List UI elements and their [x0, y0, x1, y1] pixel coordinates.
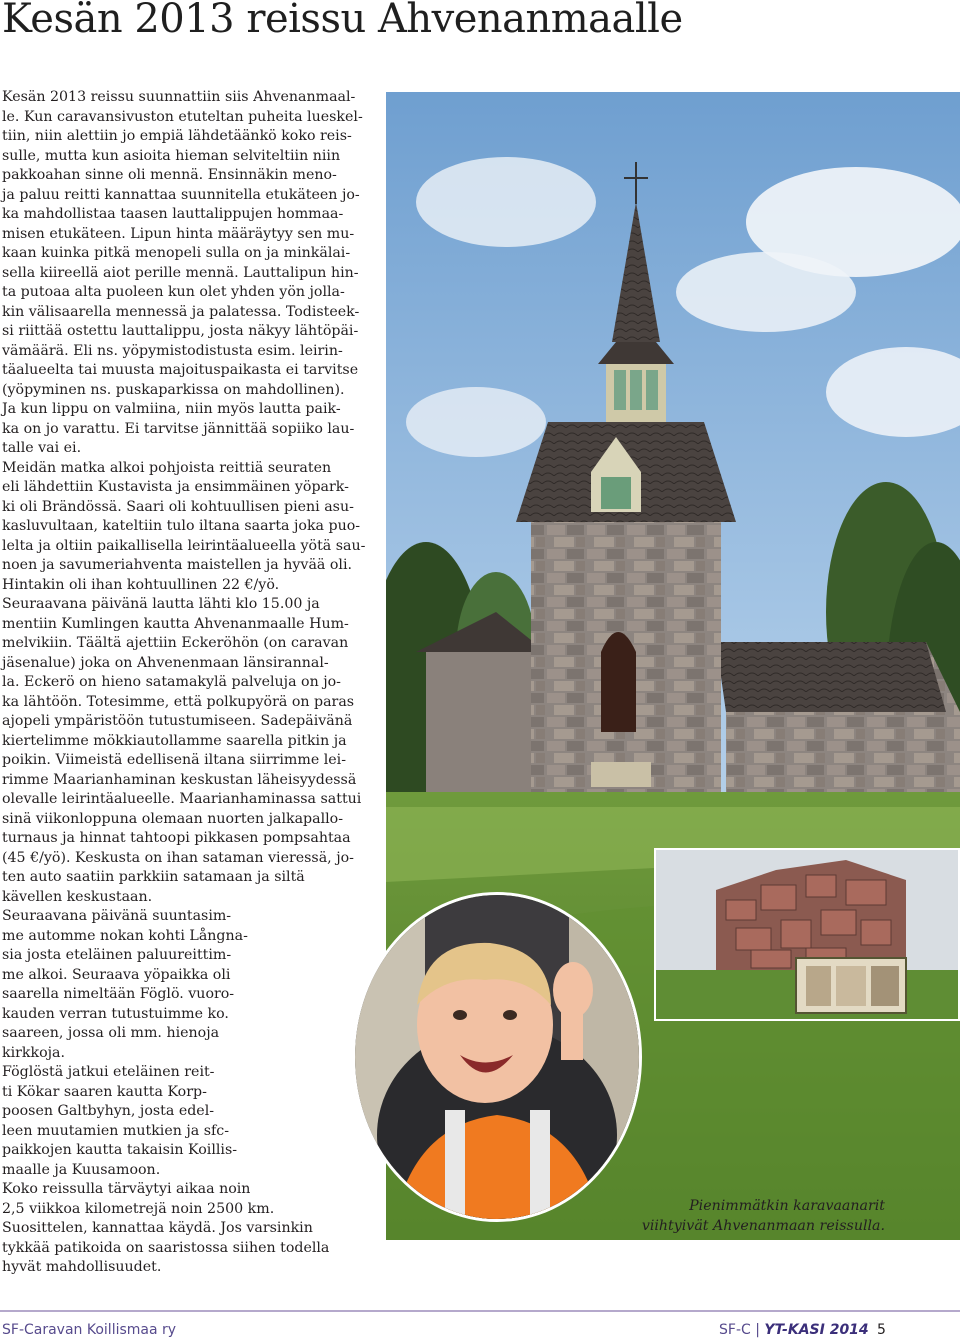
body-line: 2,5 viikkoa kilometrejä noin 2500 km. — [2, 1200, 275, 1217]
body-line: saarella nimeltään Föglö. vuoro- — [2, 986, 235, 1002]
ruins-photo — [654, 848, 960, 1021]
body-line: ti Kökar saaren kautta Korp- — [2, 1083, 207, 1100]
body-line: mentiin Kumlingen kautta Ahvenanmaalle Hum- — [2, 615, 349, 632]
body-line: kaan kuinka pitkä menopeli sulla on ja minkälai- — [2, 245, 351, 261]
body-line: ta putoaa alta puoleen kun olet yhden yön jolla- — [2, 284, 345, 300]
body-line: ki oli Brändössä. Saari oli kohtuullisen pieni asu- — [2, 498, 354, 515]
body-line: tykkää patikoida on saaristossa siihen todella — [2, 1239, 330, 1256]
body-line: kasluvultaan, kateltiin tulo iltana saarta joka puo- — [2, 518, 361, 534]
body-line: rimme Maarianhaminan keskustan läheisyydessä — [2, 771, 357, 788]
body-line: Koko reissulla tärväytyi aikaa noin — [2, 1181, 251, 1197]
body-line: pakkoahan sinne oli mennä. Ensinnäkin meno- — [2, 167, 337, 183]
body-line: la. Eckerö on hieno satamakylä palveluja on jo- — [2, 674, 341, 690]
photo-caption — [620, 1196, 885, 1236]
footer-separator: | — [755, 1322, 760, 1338]
body-line: täalueelta tai muusta majoituspaikasta ei tarvitse — [2, 362, 359, 378]
body-line: sia josta eteläinen paluureittim- — [2, 947, 232, 963]
footer-magazine: YT-KASI 2014 — [764, 1322, 869, 1338]
body-line: Seuraavana päivänä suuntasim- — [2, 908, 232, 924]
body-line: noen ja savumeriahventa maistellen ja hyvää oli. — [2, 557, 352, 573]
body-line: ten auto saatiin parkkiin satamaan ja siltä — [2, 869, 305, 885]
body-line: Meidän matka alkoi pohjoista reittiä seuraten — [2, 459, 332, 476]
body-line: saareen, jossa oli mm. hienoja — [2, 1025, 220, 1041]
caption-line: viihtyivät Ahvenanmaan reissulla. — [641, 1218, 885, 1234]
body-line: Föglöstä jatkui eteläinen reit- — [2, 1064, 215, 1080]
body-line: hyvät mahdollisuudet. — [2, 1259, 162, 1275]
body-line: ka mahdollistaa taasen lauttalippujen hommaa- — [2, 206, 344, 222]
caption-line: Pienimmätkin karavaanarit — [689, 1198, 885, 1214]
body-line: poikin. Viimeistä edellisenä iltana siirrimme lei- — [2, 752, 347, 768]
body-line: Hintakin oli ihan kohtuullinen 22 €/yö. — [2, 576, 280, 593]
body-line: ajopeli ympäristöön tutustumiseen. Sadepäivänä — [2, 713, 353, 729]
body-line: ka on jo varattu. Ei tarvitse jännittää sopiiko lau- — [2, 420, 355, 437]
body-line: kauden verran tutustuimme ko. — [2, 1005, 229, 1022]
body-line: ka lähtöön. Totesimme, että polkupyörä on paras — [2, 693, 355, 710]
body-line: leen muutamien mutkien ja sfc- — [2, 1122, 230, 1139]
body-line: jäsenalue) joka on Ahvenenmaan länsirannal- — [2, 654, 329, 671]
body-line: sulle, mutta kun asioita hieman selviteltiin niin — [2, 147, 341, 164]
footer-club-name: SF-Caravan Koillismaa ry — [2, 1322, 177, 1338]
body-line: talle vai ei. — [2, 440, 82, 456]
page-number: 5 — [877, 1322, 886, 1338]
body-line: Suosittelen, kannattaa käydä. Jos varsinkin — [2, 1220, 313, 1236]
body-line: le. Kun caravansivuston etuteltan puheita lueskel- — [2, 108, 363, 125]
body-line: misen etukäteen. Lipun hinta määräytyy sen mu- — [2, 225, 355, 242]
footer-rule — [0, 1310, 960, 1312]
child-photo — [352, 892, 642, 1222]
body-line: (yöpyminen ns. puskaparkissa on mahdollinen). — [2, 381, 345, 398]
body-line: ja paluu reitti kannattaa suunnitella etukäteen jo- — [2, 186, 360, 203]
body-line: Seuraavana päivänä lautta lähti klo 15.00 ja — [2, 596, 320, 612]
footer-section: SF-C — [719, 1322, 751, 1338]
body-line: kirkkoja. — [2, 1044, 66, 1061]
body-line: maalle ja Kuusamoon. — [2, 1161, 161, 1178]
body-line: Ja kun lippu on valmiina, niin myös lautta paik- — [2, 401, 341, 417]
body-line: lelta ja oltiin paikallisella leirintäalueella yötä sau- — [2, 537, 366, 554]
body-line: melvikiin. Täältä ajettiin Eckeröhön (on caravan — [2, 635, 349, 651]
body-line: tiin, niin alettiin jo empiä lähdetäänkö koko reis- — [2, 128, 352, 144]
footer-publication — [719, 1322, 869, 1338]
article-title: Kesän 2013 reissu Ahvenanmaalle — [2, 0, 683, 42]
body-line: paikkojen kautta takaisin Koillis- — [2, 1142, 238, 1158]
body-line: sinä viikonloppuna olemaan nuorten jalkapallo- — [2, 810, 344, 827]
body-line: poosen Galtbyhyn, josta edel- — [2, 1103, 215, 1119]
body-line: sella kiireellä aiot perille mennä. Lauttalipun hin- — [2, 264, 359, 281]
body-line: kiertelimme mökkiautollamme saarella pitkin ja — [2, 732, 347, 749]
body-line: kävellen keskustaan. — [2, 888, 153, 905]
body-line: Kesän 2013 reissu suunnattiin siis Ahvenanmaal- — [2, 89, 356, 105]
body-line: turnaus ja hinnat tahtoopi pikkasen pompsahtaa — [2, 830, 351, 846]
body-line: (45 €/yö). Keskusta on ihan sataman vieressä, jo- — [2, 849, 354, 866]
body-line: olevalle leirintäalueelle. Maarianhaminassa sattui — [2, 791, 362, 807]
body-line: vämäärä. Eli ns. yöpymistodistusta esim. leirin- — [2, 342, 343, 359]
body-line: si riittää ostettu lauttalippu, josta näkyy lähtöpäi- — [2, 323, 359, 339]
body-line: eli lähdettiin Kustavista ja ensimmäinen yöpark- — [2, 479, 349, 495]
body-line: kin välisaarella mennessä ja palatessa. Todisteek- — [2, 303, 360, 320]
body-line: me automme nokan kohti Långna- — [2, 927, 248, 944]
body-line: me alkoi. Seuraava yöpaikka oli — [2, 966, 231, 983]
